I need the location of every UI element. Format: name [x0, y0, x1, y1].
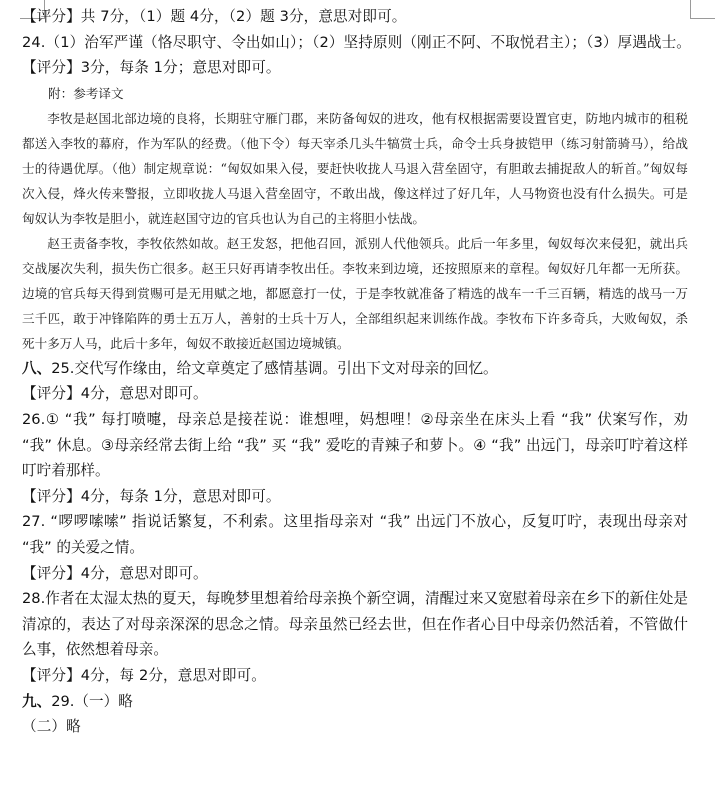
section-8-heading: 八、 [22, 359, 52, 377]
answer-q29-part1: 29.（一）略 [51, 692, 133, 710]
answer-q27: 27. “啰啰嗦嗦” 指说话繁复，不利索。这里指母亲对 “我” 出远门不放心，反复叮咛，表现出母亲对 “我” 的关爱之情。 [22, 513, 688, 556]
score-line-q27: 【评分】4分，意思对即可。 [22, 564, 208, 582]
score-line-q24: 【评分】3分，每条 1分；意思对即可。 [22, 59, 281, 77]
translation-title: 附：参考译文 [48, 85, 124, 101]
answer-q26: 26.① “我” 每打喷嚏，母亲总是接茬说：谁想哩，妈想哩！②母亲坐在床头上看 “我” 伏案写作，劝 “我” 休息。③母亲经常去街上给 “我” 买 “我” 爱吃的青辣子和萝卜。④ “我” 出远门，母亲叮咛着这样叮咛着那样。 [22, 410, 688, 480]
score-line-q26: 【评分】4分，每条 1分，意思对即可。 [22, 487, 281, 505]
section-8-answer-q25 [22, 356, 688, 382]
answer-q25: 25.交代写作缘由，给文章奠定了感情基调。引出下文对母亲的回忆。 [51, 359, 498, 377]
answer-q28: 28.作者在太湿太热的夏天，每晚梦里想着给母亲换个新空调，清醒过来又宽慰着母亲在乡下的新住处是清凉的，表达了对母亲深深的思念之情。母亲虽然已经去世，但在作者心目中母亲仍然活着，不管做什么事，依然想着母亲。 [22, 590, 688, 659]
translation-paragraph-2: 赵王责备李牧，李牧依然如故。赵王发怒，把他召回，派别人代他领兵。此后一年多里，匈奴每次来侵犯，就出兵交战屡次失利，损失伤亡很多。赵王只好再请李牧出任。李牧来到边境，还按照原来的章程。匈奴好几年都一无所获。边境的官兵每天得到赏赐可是无用赋之地，都愿意打一仗，于是李牧就准备了精选的战车一千三百辆，精选的战马一万三千匹，敢于冲锋陷阵的勇士五万人，善射的士兵十万人，全部组织起来训练作战。李牧布下许多奇兵，大败匈奴，杀死十多万人马，此后十多年，匈奴不敢接近赵国边境城镇。 [22, 235, 688, 351]
score-line-q23: 【评分】共 7分，（1）题 4分，（2）题 3分，意思对即可。 [22, 8, 407, 25]
answer-q29-part2: （二）略 [22, 718, 81, 736]
score-line-q25: 【评分】4分，意思对即可。 [22, 385, 208, 403]
answer-page [22, 4, 691, 740]
crop-mark-right [690, 0, 715, 19]
translation-paragraph-1: 李牧是赵国北部边境的良将，长期驻守雁门郡，来防备匈奴的进攻，他有权根据需要设置官吏，防地内城市的租税都送入李牧的幕府，作为军队的经费。（他下令）每天宰杀几头牛犒赏士兵，命令士兵身披铠甲（练习射箭骑马），给战士的待遇优厚。（他）制定规章说：“匈奴如果入侵，要赶快收拢人马退入营垒固守，有胆敢去捕捉敌人的斩首。”匈奴每次入侵，烽火传来警报，立即收拢人马退入营垒固守，不敢出战，像这样过了好几年，人马物资也没有什么损失。可是匈奴认为李牧是胆小，就连赵国守边的官兵也认为自己的主将胆小怯战。 [22, 110, 688, 226]
answer-q24: 24.（1）治军严谨（恪尽职守、令出如山）；（2）坚持原则（刚正不阿、不取悦君主）；（3）厚遇战士。 [22, 33, 691, 51]
section-9-heading: 九、 [22, 692, 52, 710]
score-line-q28: 【评分】4分，每 2分，意思对即可。 [22, 666, 266, 684]
section-9-answer-q29 [22, 689, 688, 715]
